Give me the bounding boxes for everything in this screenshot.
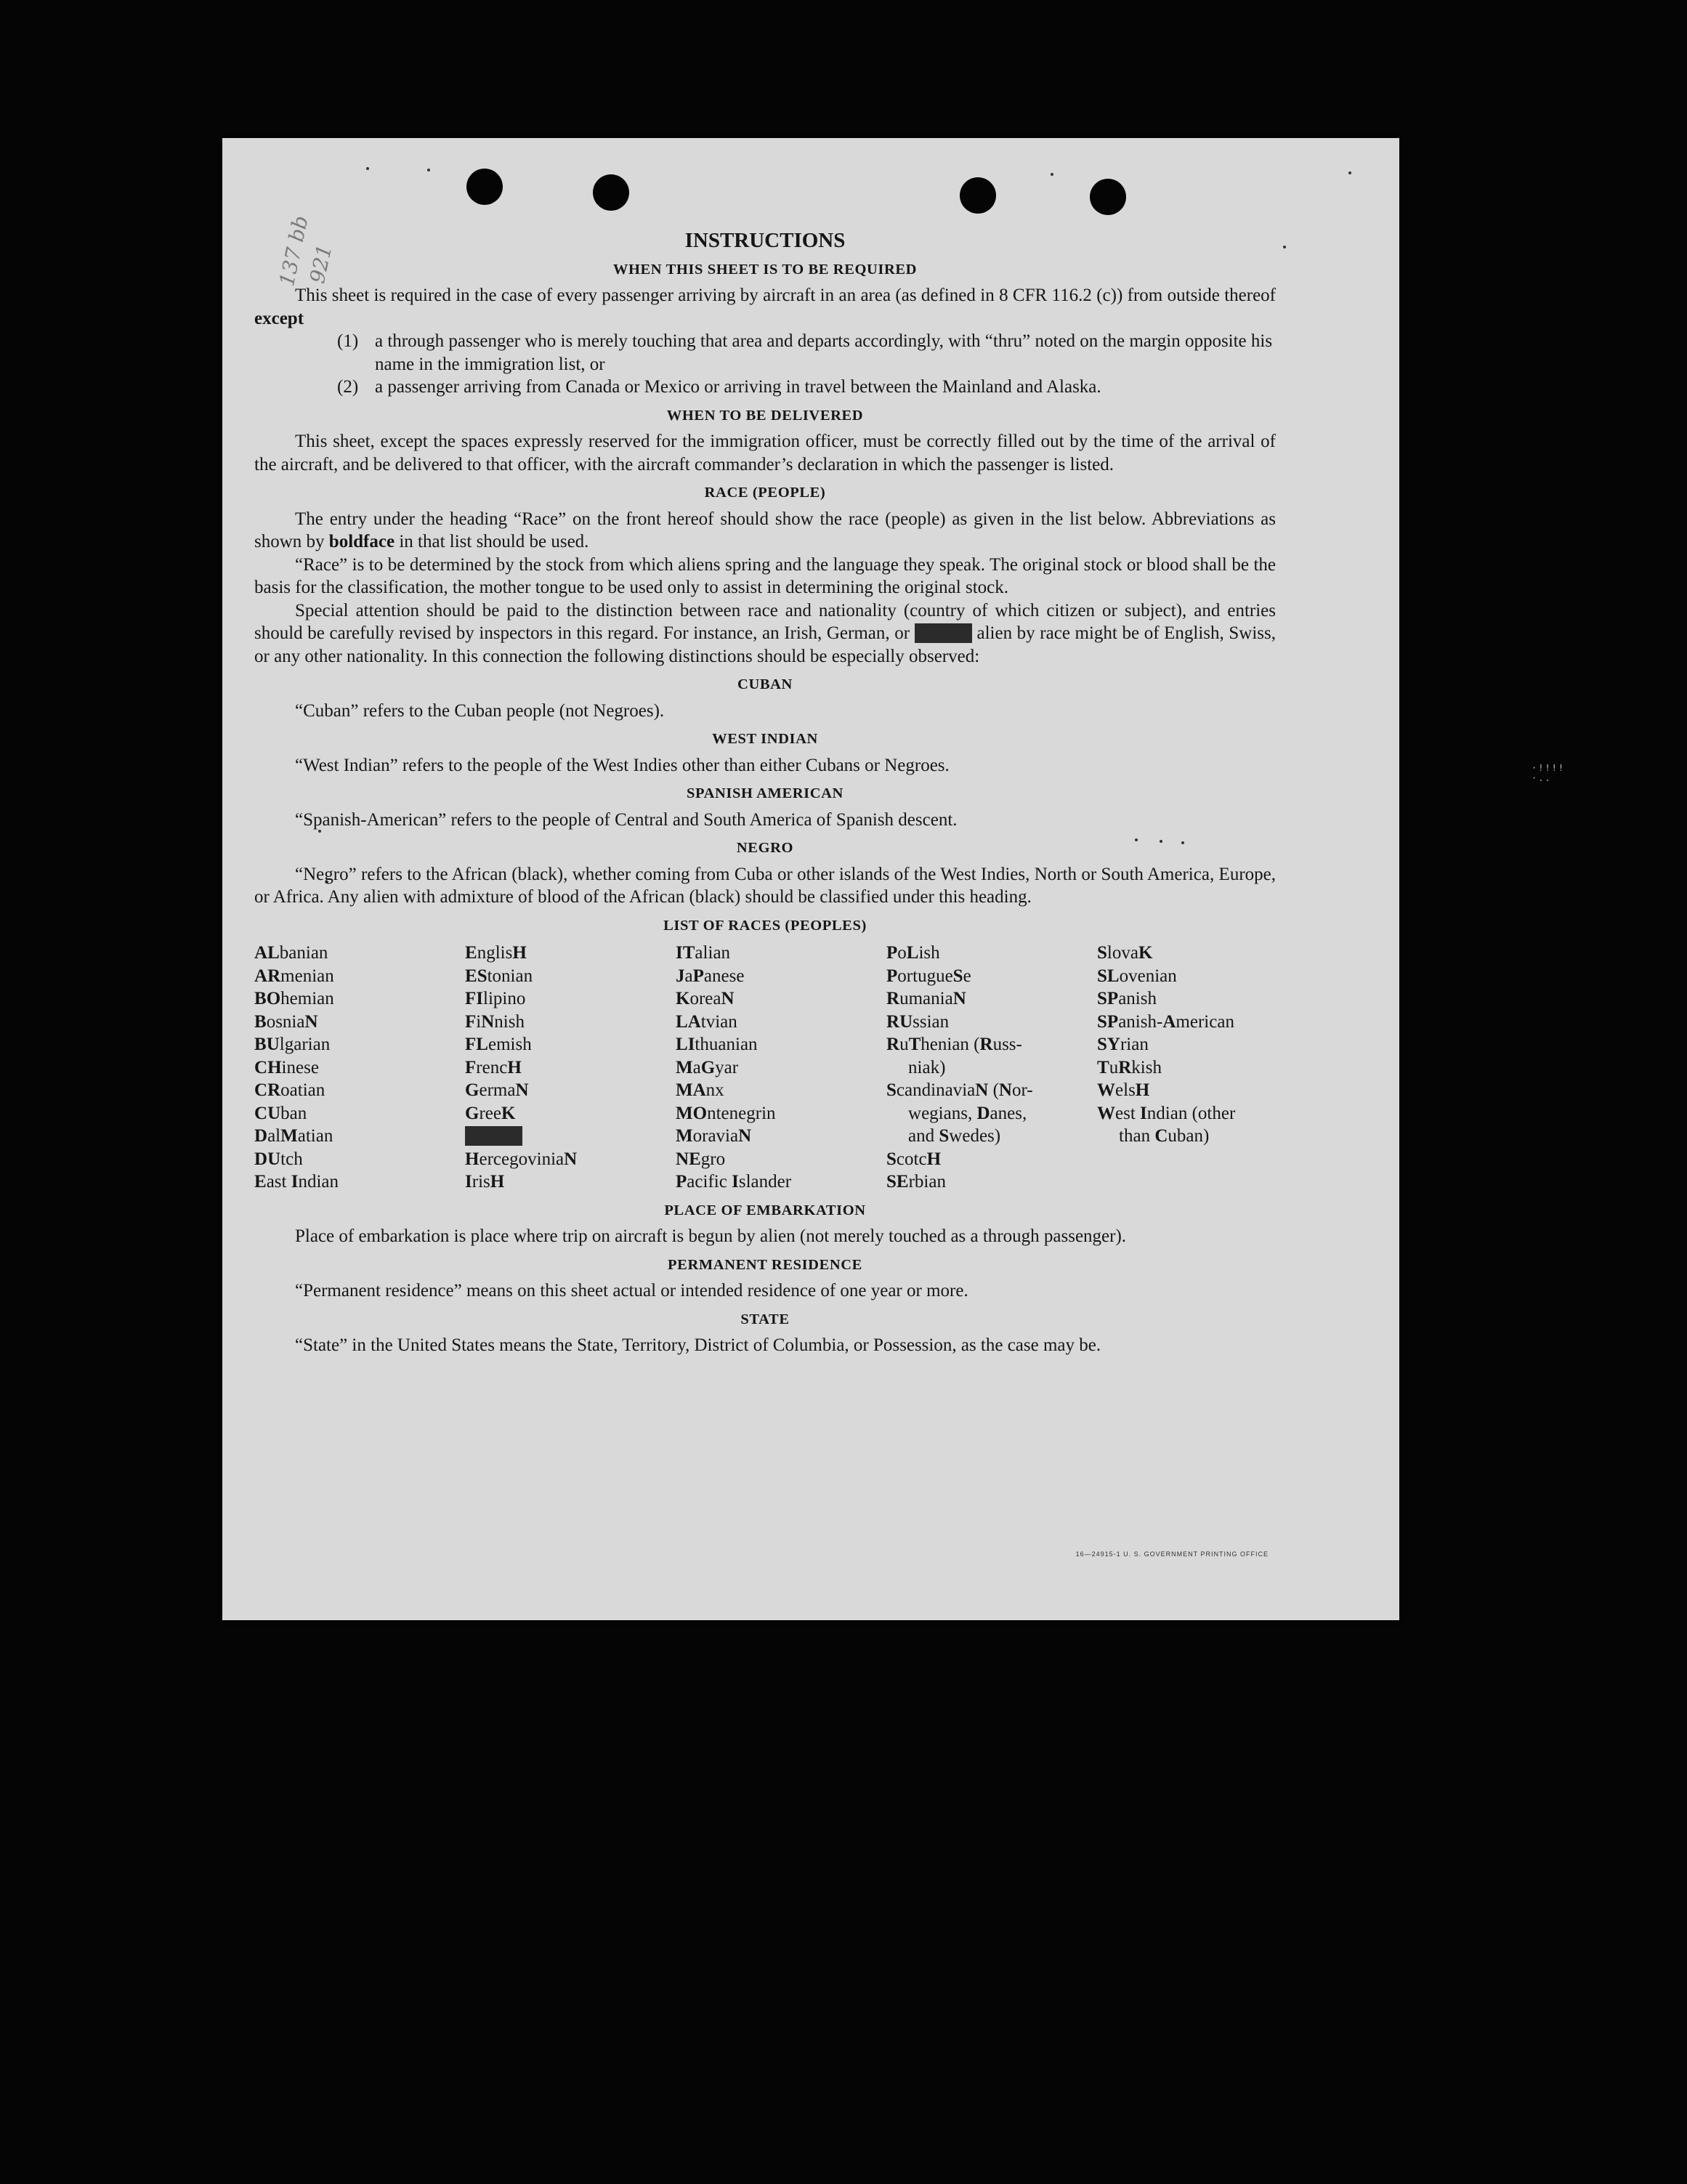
- section-heading: LIST OF RACES (PEOPLES): [663, 917, 867, 934]
- punch-hole: [960, 177, 996, 214]
- race-entry: DUtch: [254, 1149, 303, 1169]
- race-entry: ARmenian: [254, 966, 334, 986]
- section-heading: RACE (PEOPLE): [704, 485, 826, 501]
- race-entry: ScandinaviaN (Nor-: [886, 1080, 1033, 1100]
- page-title: INSTRUCTIONS: [684, 229, 846, 252]
- race-entry: BosniaN: [254, 1011, 318, 1032]
- speck: [427, 169, 430, 171]
- race-entry: NEgro: [676, 1149, 726, 1169]
- race-entry: and Swedes): [908, 1126, 1001, 1146]
- instructions-content: [254, 230, 1276, 1357]
- speck: [1283, 246, 1286, 248]
- race-entry: MAnx: [676, 1080, 724, 1100]
- punch-hole: [1090, 179, 1126, 215]
- handwritten-note: 137 bb: [275, 213, 313, 288]
- race-entry: WelsH: [1097, 1080, 1150, 1100]
- race-entry: LIthuanian: [676, 1035, 758, 1054]
- race-entry: ITalian: [676, 943, 731, 963]
- race-entry: RUssian: [886, 1011, 950, 1032]
- paragraph: “Negro” refers to the African (black), whether coming from Cuba or other islands of the West Indies, North or South America, Europe, or Africa. Any alien with admixture of blood of the African (black) should be classified under this heading.: [254, 864, 1276, 907]
- section-heading: WHEN THIS SHEET IS TO BE REQUIRED: [612, 261, 918, 278]
- race-entry: BUlgarian: [254, 1035, 331, 1054]
- race-entry: IrisH: [465, 1172, 505, 1192]
- speck: [1348, 171, 1351, 174]
- race-entry: RuThenian (Russ-: [886, 1035, 1022, 1054]
- race-entry: DalMatian: [254, 1126, 333, 1146]
- paragraph: “Race” is to be determined by the stock from which aliens spring and the language they speak. The original stock or blood shall be the basis for the classification, the mother tongue to be used only to assist in determining the original stock.: [254, 554, 1276, 597]
- race-entry: Hebrew: [465, 1126, 523, 1146]
- paragraph: “Permanent residence” means on this sheet actual or intended residence of one year or more.: [295, 1281, 968, 1301]
- race-entry: EnglisH: [465, 943, 527, 963]
- race-entry: TuRkish: [1097, 1057, 1162, 1077]
- race-entry: SLovenian: [1097, 966, 1177, 986]
- race-entry: SPanish-American: [1097, 1011, 1234, 1032]
- section-heading: CUBAN: [737, 676, 793, 692]
- paragraph: Place of embarkation is place where trip on aircraft is begun by alien (not merely touched as a through passenger).: [295, 1226, 1127, 1246]
- race-entry: SYrian: [1097, 1035, 1149, 1054]
- race-entry: PoLish: [886, 943, 940, 963]
- race-entry: Pacific Islander: [676, 1172, 792, 1192]
- section-heading: PERMANENT RESIDENCE: [668, 1256, 862, 1273]
- race-entry: CHinese: [254, 1057, 319, 1077]
- race-entry: JaPanese: [676, 966, 745, 986]
- race-entry: SPanish: [1097, 989, 1157, 1008]
- race-entry: RumaniaN: [886, 989, 966, 1008]
- race-entry: LAtvian: [676, 1011, 737, 1032]
- race-entry: BOhemian: [254, 989, 334, 1008]
- race-entry: PortugueSe: [886, 966, 971, 986]
- race-entry: FrencH: [465, 1057, 522, 1077]
- race-entry: KoreaN: [676, 989, 735, 1008]
- race-entry: SlovaK: [1097, 943, 1153, 963]
- section-heading: WEST INDIAN: [712, 731, 818, 747]
- race-entry: CRoatian: [254, 1080, 325, 1100]
- section-heading: STATE: [740, 1311, 790, 1327]
- race-entry: MoraviaN: [676, 1126, 752, 1146]
- redacted-word: Hebrew: [914, 623, 972, 643]
- paragraph: “State” in the United States means the State, Territory, District of Columbia, or Possession, as the case may be.: [295, 1335, 1101, 1355]
- document-sheet: [222, 138, 1566, 1620]
- race-entry: West Indian (other: [1097, 1103, 1236, 1123]
- race-entry: East Indian: [254, 1172, 339, 1192]
- handwritten-note: 921: [305, 242, 337, 286]
- race-entry: GreeK: [465, 1103, 516, 1123]
- race-entry: HercegoviniaN: [465, 1149, 578, 1169]
- section-heading: NEGRO: [736, 840, 794, 856]
- paragraph: This sheet, except the spaces expressly reserved for the immigration officer, must be correctly filled out by the time of the arrival of the aircraft, and be delivered to that officer, with the aircraft commander’s declaration in which the passenger is listed.: [254, 432, 1276, 474]
- section-heading: SPANISH AMERICAN: [687, 785, 844, 801]
- speck: [1051, 173, 1053, 176]
- list-item: (1) a through passenger who is merely touching that area and departs accordingly, with “thru” noted on the margin opposite his name in the immigration list, or: [337, 331, 1273, 374]
- margin-marks: ·!!!!·..: [1532, 763, 1566, 783]
- race-entry: GermaN: [465, 1080, 529, 1100]
- paragraph: “West Indian” refers to the people of the West Indies other than either Cubans or Negroes.: [295, 755, 950, 775]
- race-entry: MOntenegrin: [676, 1103, 776, 1123]
- race-entry: CUban: [254, 1103, 307, 1123]
- race-entry: wegians, Danes,: [908, 1103, 1027, 1123]
- section-heading: WHEN TO BE DELIVERED: [666, 407, 864, 424]
- race-entry: ScotcH: [886, 1149, 942, 1169]
- races-column: [886, 942, 1097, 1194]
- printer-code: 16—24915-1 U. S. GOVERNMENT PRINTING OFFICE: [1075, 1550, 1269, 1558]
- list-item: (2) a passenger arriving from Canada or Mexico or arriving in travel between the Mainland and Alaska.: [337, 377, 1101, 397]
- race-entry: FIlipino: [465, 989, 526, 1008]
- punch-hole: [466, 169, 503, 205]
- race-entry: FiNnish: [465, 1011, 525, 1032]
- speck: [366, 167, 369, 170]
- race-entry: ALbanian: [254, 943, 328, 963]
- paragraph: Special attention should be paid to the distinction between race and nationality (country of which citizen or subject), and entries should be carefully revised by inspectors in this regard. For instance, an Irish, German, or Hebrew alien by race might be of English, Swiss, or any other nationality. In this connection the following distinctions should be especially observed:: [254, 600, 1277, 666]
- race-entry: EStonian: [465, 966, 533, 986]
- races-column: [254, 942, 465, 1194]
- race-entry: MaGyar: [676, 1057, 739, 1077]
- punch-hole: [593, 174, 629, 211]
- races-column: [465, 942, 676, 1194]
- race-entry: SErbian: [886, 1172, 946, 1192]
- races-column: [676, 942, 886, 1194]
- race-entry: niak): [908, 1057, 946, 1077]
- paragraph: The entry under the heading “Race” on the front hereof should show the race (people) as given in the list below. Abbreviations as shown by boldface in that list should be used.: [254, 509, 1276, 551]
- paragraph: “Cuban” refers to the Cuban people (not Negroes).: [295, 700, 665, 721]
- race-entry: FLemish: [465, 1035, 532, 1054]
- paragraph: “Spanish-American” refers to the people of Central and South America of Spanish descent.: [295, 809, 958, 830]
- section-heading: PLACE OF EMBARKATION: [664, 1202, 866, 1218]
- races-column: [1097, 942, 1283, 1194]
- paragraph: This sheet is required in the case of every passenger arriving by aircraft in an area (as defined in 8 CFR 116.2 (c)) from outside thereof except: [254, 286, 1276, 328]
- races-list: [254, 942, 1276, 1194]
- race-entry: than Cuban): [1119, 1126, 1210, 1146]
